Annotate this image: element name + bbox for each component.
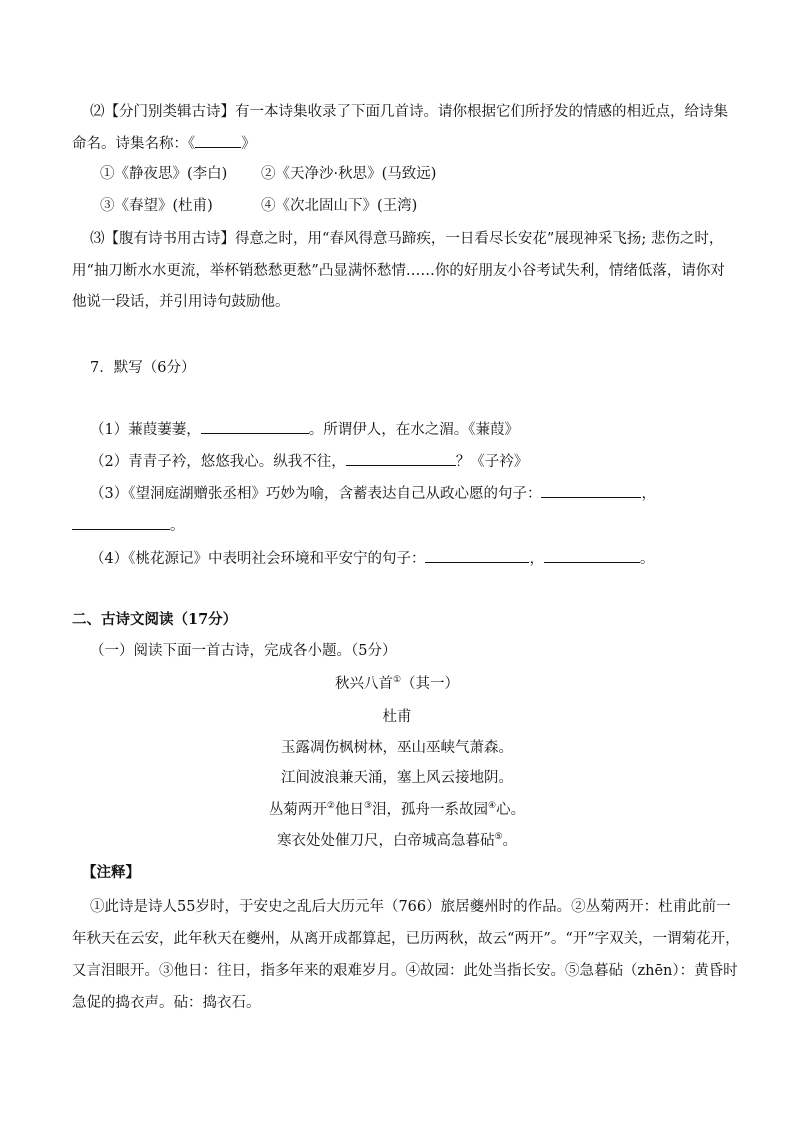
notes-line2: 年秋天在云安，此年秋天在夔州，从离开成都算起，已历两秋，故云“两开”。“开”字双关，一谓菊花开，	[72, 931, 740, 947]
poem-title-suffix: （其一）	[401, 676, 460, 692]
q7-item3-comma: ，	[641, 486, 656, 502]
q6-2-prompt: 命名。诗集名称：《	[72, 136, 196, 152]
q7-item4-blank1[interactable]	[425, 548, 529, 563]
poem-line-3-note-3: ③	[363, 801, 373, 811]
poem-line-4-note-5: ⑤	[494, 832, 503, 842]
poem-line-3-b: 他日	[334, 802, 364, 818]
q7-item3-end: 。	[170, 518, 185, 534]
q7-item4-end: 。	[639, 551, 655, 567]
section-heading: 二、古诗文阅读（17分）	[72, 611, 238, 628]
poem-line-3-a: 丛菊两开	[268, 802, 327, 818]
poem-title-note: ①	[392, 675, 402, 685]
q6-3-line1: ⑶【腹有诗书用古诗】得意之时，用“春风得意马蹄疾，一日看尽长安花”展现神采飞扬; 悲伤之时，	[90, 231, 724, 247]
q7-item3-blank2[interactable]	[72, 515, 170, 530]
poem-option-4: ④《次北固山下》(王湾)	[261, 198, 418, 214]
poem-line-1: 玉露凋伤枫树林，巫山巫峡气萧森。	[281, 740, 513, 756]
poem-title-text: 秋兴八首	[334, 676, 393, 692]
q7-item1-prompt: （1）蒹葭萋萋，	[90, 422, 201, 438]
q7-title: 7．默写（6分）	[90, 360, 196, 376]
q6-3-line2: 用“抽刀断水水更流，举杯销愁愁更愁”凸显满怀愁情……你的好朋友小谷考试失利，情绪低落，请你对	[72, 263, 725, 279]
q7-item2-rest: ？《子衿》	[455, 454, 529, 470]
poem-line-3-c: 泪，孤舟一系故园	[372, 802, 489, 818]
poem-author: 杜甫	[382, 709, 412, 725]
poem-line-2: 江间波浪兼天涌，塞上风云接地阴。	[281, 770, 513, 786]
poem-line-3-note-2: ②	[326, 801, 335, 811]
section-subheading: （一）阅读下面一首古诗，完成各小题。（5分）	[90, 643, 397, 659]
poem-title	[0, 674, 794, 694]
q7-item3-cont	[72, 515, 185, 536]
q7-item4-prompt: （4）《桃花源记》中表明社会环境和平安宁的句子：	[90, 551, 426, 567]
q7-item1-blank[interactable]	[201, 419, 309, 434]
poem-line-4-a: 寒衣处处催刀尺，白帝城高急暮砧	[276, 833, 495, 849]
q7-item1	[90, 419, 519, 440]
poem-line-3	[0, 800, 794, 820]
q6-2-close: 》	[241, 136, 256, 152]
notes-line3: 又言泪眼开。③他日：往日，指多年来的艰难岁月。④故园：此处当指长安。⑤急暮砧（zhēn）：黄昏时	[72, 963, 738, 979]
notes-line4: 急促的捣衣声。砧：捣衣石。	[72, 995, 261, 1011]
poem-line-4-b: 。	[502, 833, 518, 849]
q7-item2-blank[interactable]	[346, 451, 456, 466]
collection-name-blank[interactable]	[195, 133, 241, 148]
q7-item3	[90, 483, 656, 504]
q7-item3-blank1[interactable]	[541, 483, 641, 498]
poem-option-2: ②《天净沙·秋思》(马致远)	[261, 166, 437, 182]
q7-item3-prompt: （3）《望洞庭湖赠张丞相》巧妙为喻，含蓄表达自己从政心愿的句子：	[90, 486, 542, 502]
q7-item4	[90, 548, 654, 569]
poem-line-3-note-4: ④	[488, 801, 497, 811]
notes-line1: ①此诗是诗人55岁时，于安史之乱后大历元年（766）旅居夔州时的作品。②丛菊两开：杜甫此前一	[90, 899, 731, 915]
q6-3-line3: 他说一段话，并引用诗句鼓励他。	[72, 294, 290, 310]
poem-option-1: ①《静夜思》(李白)	[100, 166, 228, 182]
q7-item1-rest: 。所谓伊人，在水之湄。《蒹葭》	[308, 422, 519, 438]
poem-line-4	[0, 831, 794, 851]
poem-option-3: ③《春望》(杜甫)	[100, 198, 213, 214]
q7-item4-blank2[interactable]	[544, 548, 640, 563]
q7-item2-prompt: （2）青青子衿，悠悠我心。纵我不往，	[90, 454, 346, 470]
q6-2-line2	[72, 133, 256, 154]
notes-heading: 【注释】	[82, 864, 140, 881]
q7-item2	[90, 451, 528, 472]
q7-item4-comma: ，	[529, 551, 544, 567]
q6-2-line1: ⑵【分门别类辑古诗】有一本诗集收录了下面几首诗。请你根据它们所抒发的情感的相近点，给诗集	[90, 104, 728, 120]
poem-line-3-d: 心。	[496, 802, 526, 818]
